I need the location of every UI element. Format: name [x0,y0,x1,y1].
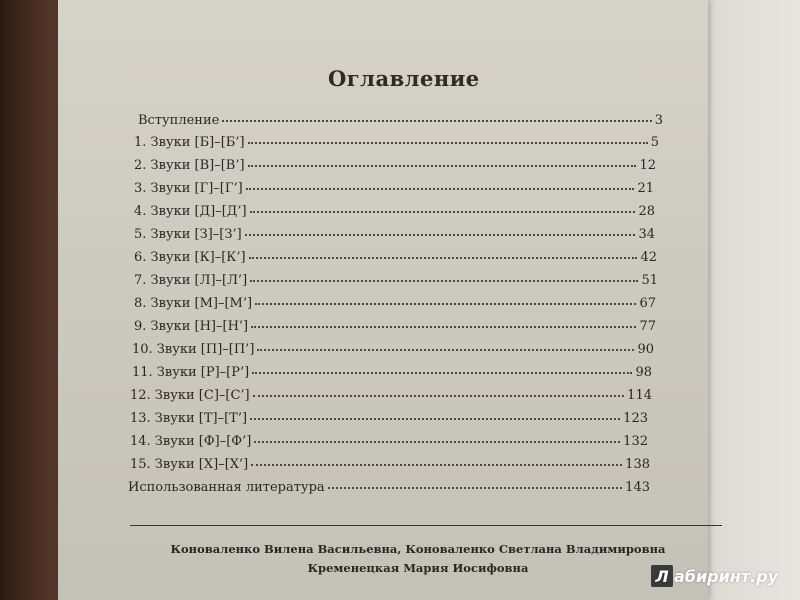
toc-leader-dots [254,431,620,443]
toc-entry [134,157,656,179]
toc-leader-dots [248,155,637,167]
toc-leader-dots [251,316,636,328]
toc-entry-label: 9. Звуки [Н]–[Н’] [134,319,249,334]
toc-entry-label: 5. Звуки [З]–[З’] [134,227,242,242]
authors-line-1: Коноваленко Вилена Васильевна, Коноваленко Светлана Владимировна [170,542,666,556]
toc-entry-page: 67 [639,296,656,311]
toc-entry-label: 1. Звуки [Б]–[Б’] [134,135,245,150]
toc-entry [130,456,650,478]
toc-leader-dots [222,110,651,122]
toc-leader-dots [252,362,632,374]
page-title: Оглавление [328,66,480,91]
toc-leader-dots [248,132,648,144]
toc-entry-page: 143 [625,480,650,495]
toc-entry-label: 3. Звуки [Г]–[Г’] [134,181,243,196]
toc-leader-dots [250,201,636,213]
toc-entry-page: 123 [623,411,648,426]
toc-entry-label: 15. Звуки [Х]–[Х’] [130,457,249,472]
toc-entry [134,134,659,156]
toc-entry-label: 8. Звуки [М]–[М’] [134,296,253,311]
toc-entry-page: 12 [639,158,656,173]
toc-entry-label: 12. Звуки [С]–[С’] [130,388,250,403]
book-spine [0,0,62,600]
toc-entry [130,387,652,409]
toc-entry-label: 2. Звуки [В]–[В’] [134,158,245,173]
toc-entry-label: 14. Звуки [Ф]–[Ф’] [130,434,252,449]
toc-entry-page: 138 [625,457,650,472]
toc-leader-dots [246,178,635,190]
watermark-text: абиринт.ру [674,566,779,586]
authors-block [118,540,718,578]
toc-entry-page: 51 [641,273,658,288]
divider-rule [130,525,722,526]
toc-entry [130,410,648,432]
toc-leader-dots [245,224,636,236]
toc-entry-page: 42 [640,250,657,265]
toc-entry-page: 90 [637,342,654,357]
toc-entry-page: 5 [650,135,659,150]
toc-entry-page: 28 [638,204,655,219]
toc-entry [134,318,656,340]
labirint-logo-icon: Л [651,565,673,587]
toc-entry [134,180,654,202]
toc-entry-label: 13. Звуки [Т]–[Т’] [130,411,248,426]
toc-entry-label: 10. Звуки [П]–[П’] [132,342,255,357]
toc-entry-page: 77 [639,319,656,334]
toc-entry-page: 3 [654,113,663,128]
toc-entry-label: 7. Звуки [Л]–[Л’] [134,273,248,288]
labirint-watermark [651,565,778,587]
toc-entry [138,112,663,134]
toc-entry [134,295,656,317]
toc-entry [128,479,650,501]
authors-line-2: Кременецкая Мария Иосифовна [307,561,529,575]
toc-leader-dots [249,247,638,259]
toc-entry-page: 21 [637,181,654,196]
toc-entry-page: 114 [627,388,652,403]
book-page [58,0,708,600]
toc-entry-label: Использованная литература [128,480,325,495]
toc-entry [134,203,655,225]
toc-entry [134,226,655,248]
toc-entry [130,433,648,455]
toc-entry-label: 11. Звуки [Р]–[Р’] [132,365,250,380]
toc-entry [132,364,652,386]
toc-leader-dots [328,477,623,489]
toc-entry-label: 6. Звуки [К]–[К’] [134,250,246,265]
toc-leader-dots [253,385,625,397]
toc-entry [132,341,654,363]
toc-leader-dots [257,339,634,351]
toc-entry-label: 4. Звуки [Д]–[Д’] [134,204,247,219]
toc-leader-dots [250,408,620,420]
toc-leader-dots [251,454,622,466]
toc-entry [134,249,657,271]
toc-entry-label: Вступление [138,113,220,128]
toc-leader-dots [250,270,638,282]
toc-entry-page: 34 [638,227,655,242]
toc-entry [134,272,658,294]
toc-leader-dots [255,293,636,305]
toc-entry-page: 98 [635,365,652,380]
toc-entry-page: 132 [623,434,648,449]
